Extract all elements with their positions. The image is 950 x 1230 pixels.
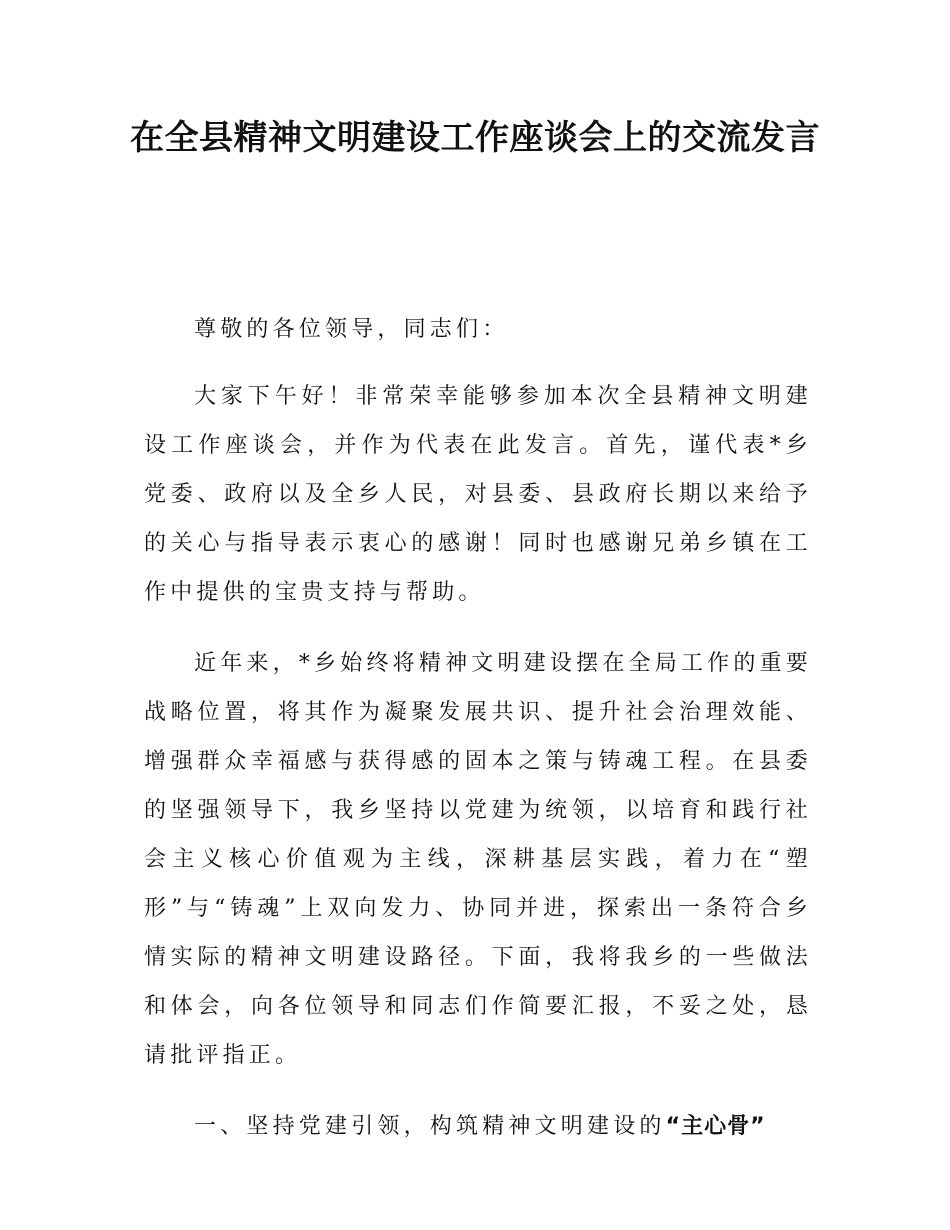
section-heading-text: 一、坚持党建引领，构筑精神文明建设的 [194,1114,666,1139]
salutation: 尊敬的各位领导，同志们： [194,317,509,342]
document-body [144,305,812,1151]
section-heading [144,1102,812,1151]
paragraph-introduction: 近年来，*乡始终将精神文明建设摆在全局工作的重要战略位置，将其作为凝聚发展共识、提升社会治理效能、增强群众幸福感与获得感的固本之策与铸魂工程。在县委的坚强领导下，我乡坚持以党建为统领，以培育和践行社会主义核心价值观为主线，深耕基层实践，着力在“塑形”与“铸魂”上双向发力、协同并进，探索出一条符合乡情实际的精神文明建设路径。下面，我将我乡的一些做法和体会，向各位领导和同志们作简要汇报，不妥之处，恳请批评指正。 [144,651,812,1068]
document-title: 在全县精神文明建设工作座谈会上的交流发言 [130,118,820,158]
section-heading-emphasis: “主心骨” [665,1114,766,1139]
paragraph-greeting: 大家下午好！非常荣幸能够参加本次全县精神文明建设工作座谈会，并作为代表在此发言。首先，谨代表*乡党委、政府以及全乡人民，对县委、县政府长期以来给予的关心与指导表示衷心的感谢！同时也感谢兄弟乡镇在工作中提供的宝贵支持与帮助。 [144,384,812,605]
